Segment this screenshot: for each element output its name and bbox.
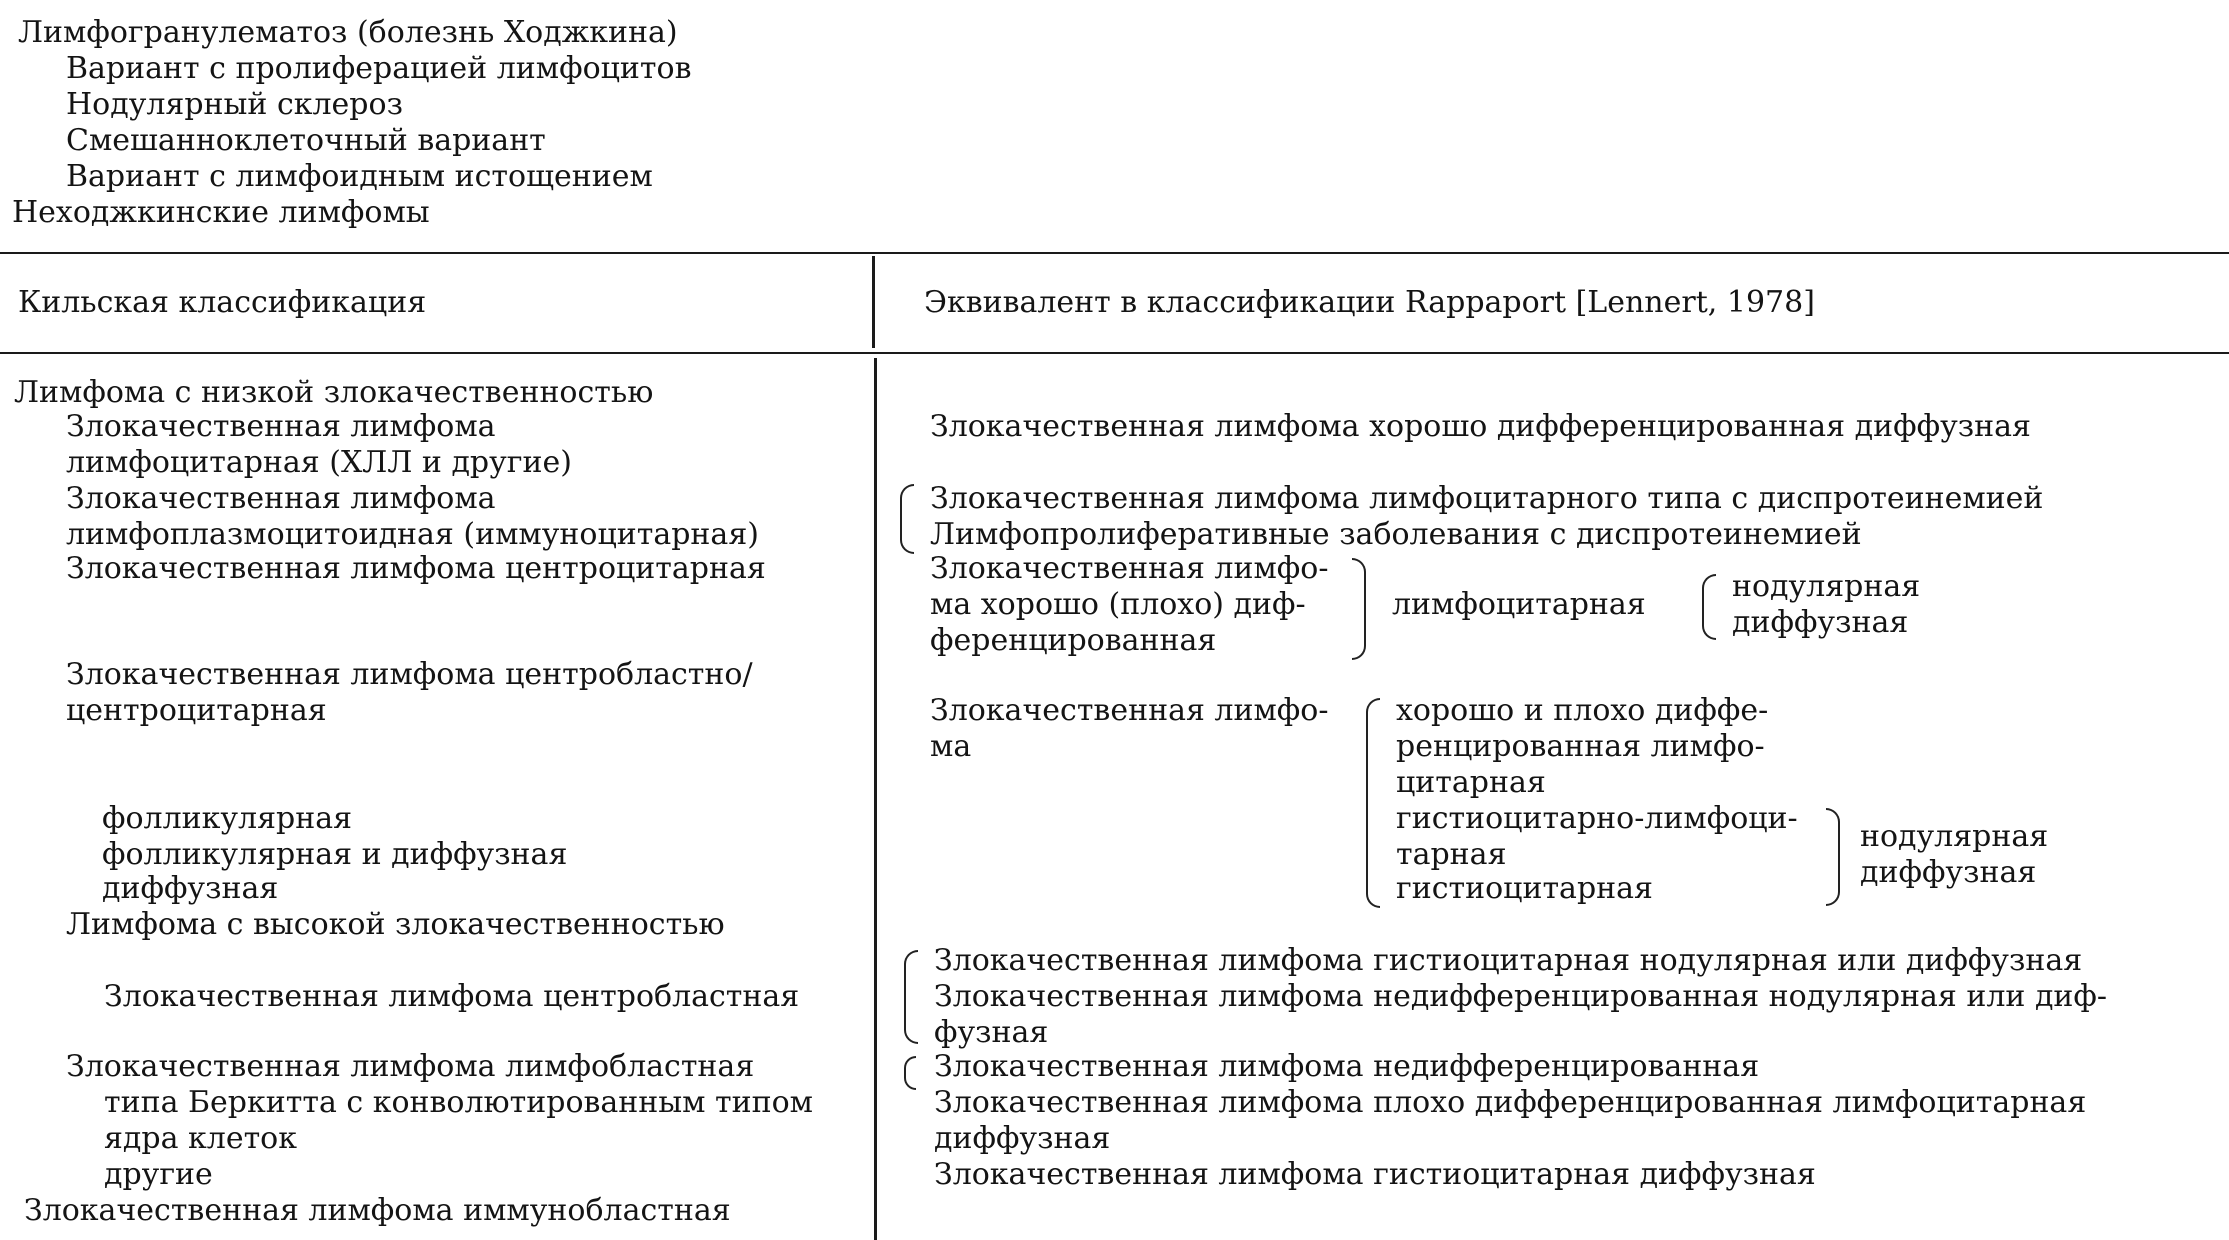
brace-left — [1366, 698, 1380, 908]
right-cell: Злокачественная лимфома плохо дифференцированная лимфоцитарная — [934, 1085, 2087, 1120]
left-cell: Злокачественная лимфома центроцитарная — [66, 551, 766, 586]
right-cell: диффузная — [1732, 605, 1909, 640]
right-cell: диффузная — [1860, 855, 2037, 890]
right-cell: тарная — [1396, 837, 1507, 872]
right-cell: Злокачественная лимфома недифференцированная нодулярная или диф- — [934, 979, 2108, 1014]
column-divider — [874, 358, 877, 1240]
right-cell: Злокачественная лимфома лимфоцитарного типа с диспротеинемией — [930, 481, 2044, 516]
left-cell: Лимфома с низкой злокачественностью — [14, 375, 654, 410]
right-cell: гистиоцитарно-лимфоци- — [1396, 801, 1798, 836]
right-cell: цитарная — [1396, 765, 1546, 800]
right-cell: гистиоцитарная — [1396, 871, 1653, 906]
left-cell: диффузная — [102, 871, 279, 906]
left-cell: Злокачественная лимфома — [66, 481, 496, 516]
right-cell: хорошо и плохо диффе- — [1396, 693, 1769, 728]
brace-left — [1702, 574, 1716, 640]
right-cell: диффузная — [934, 1121, 1111, 1156]
left-cell: лимфоцитарная (ХЛЛ и другие) — [66, 445, 572, 480]
header-kiel: Кильская классификация — [18, 285, 427, 320]
hodgkin-variant: Вариант с лимфоидным истощением — [66, 159, 653, 194]
left-cell: Злокачественная лимфома — [66, 409, 496, 444]
left-cell: Злокачественная лимфома центробластно/ — [66, 657, 753, 692]
right-cell: Злокачественная лимфо- — [930, 551, 1329, 586]
brace-right — [1826, 808, 1840, 906]
left-cell: Злокачественная лимфома иммунобластная — [24, 1193, 731, 1228]
right-cell: фузная — [934, 1015, 1049, 1050]
right-cell: Злокачественная лимфома недифференцированная — [934, 1049, 1760, 1084]
table-top-rule — [0, 252, 2229, 254]
right-cell: ференцированная — [930, 623, 1217, 658]
left-cell: другие — [104, 1157, 213, 1192]
left-cell: фолликулярная и диффузная — [102, 837, 568, 872]
left-cell: лимфоплазмоцитоидная (иммуноцитарная) — [66, 517, 759, 552]
right-cell: лимфоцитарная — [1392, 587, 1646, 622]
right-cell: ренцированная лимфо- — [1396, 729, 1765, 764]
right-cell: ма — [930, 729, 972, 764]
brace-left — [904, 1056, 916, 1090]
right-cell: нодулярная — [1732, 569, 1921, 604]
left-cell: фолликулярная — [102, 801, 353, 836]
header-rappaport: Эквивалент в классификации Rappaport [Lennert, 1978] — [924, 285, 1815, 320]
right-cell: Злокачественная лимфо- — [930, 693, 1329, 728]
hodgkin-variant: Смешанноклеточный вариант — [66, 123, 546, 158]
hodgkin-variant: Вариант с пролиферацией лимфоцитов — [66, 51, 692, 86]
right-cell: нодулярная — [1860, 819, 2049, 854]
left-cell: Лимфома с высокой злокачественностью — [66, 907, 725, 942]
hodgkin-title: Лимфогранулематоз (болезнь Ходжкина) — [18, 15, 678, 50]
header-divider — [872, 256, 875, 348]
left-cell: Злокачественная лимфома лимфобластная — [66, 1049, 755, 1084]
left-cell: Злокачественная лимфома центробластная — [104, 979, 800, 1014]
brace-left — [904, 950, 918, 1044]
hodgkin-variant: Нодулярный склероз — [66, 87, 403, 122]
right-cell: Злокачественная лимфома гистиоцитарная диффузная — [934, 1157, 1816, 1192]
table-header-rule — [0, 352, 2229, 354]
nonhodgkin-title: Неходжкинские лимфомы — [12, 195, 430, 230]
right-cell: ма хорошо (плохо) диф- — [930, 587, 1306, 622]
right-cell: Злокачественная лимфома гистиоцитарная нодулярная или диффузная — [934, 943, 2083, 978]
brace-left — [900, 484, 914, 554]
right-cell: Злокачественная лимфома хорошо дифференцированная диффузная — [930, 409, 2031, 444]
right-cell: Лимфопролиферативные заболевания с диспротеинемией — [930, 517, 1862, 552]
left-cell: центроцитарная — [66, 693, 327, 728]
brace-right — [1352, 558, 1366, 660]
left-cell: типа Беркитта с конволютированным типом — [104, 1085, 813, 1120]
left-cell: ядра клеток — [104, 1121, 297, 1156]
